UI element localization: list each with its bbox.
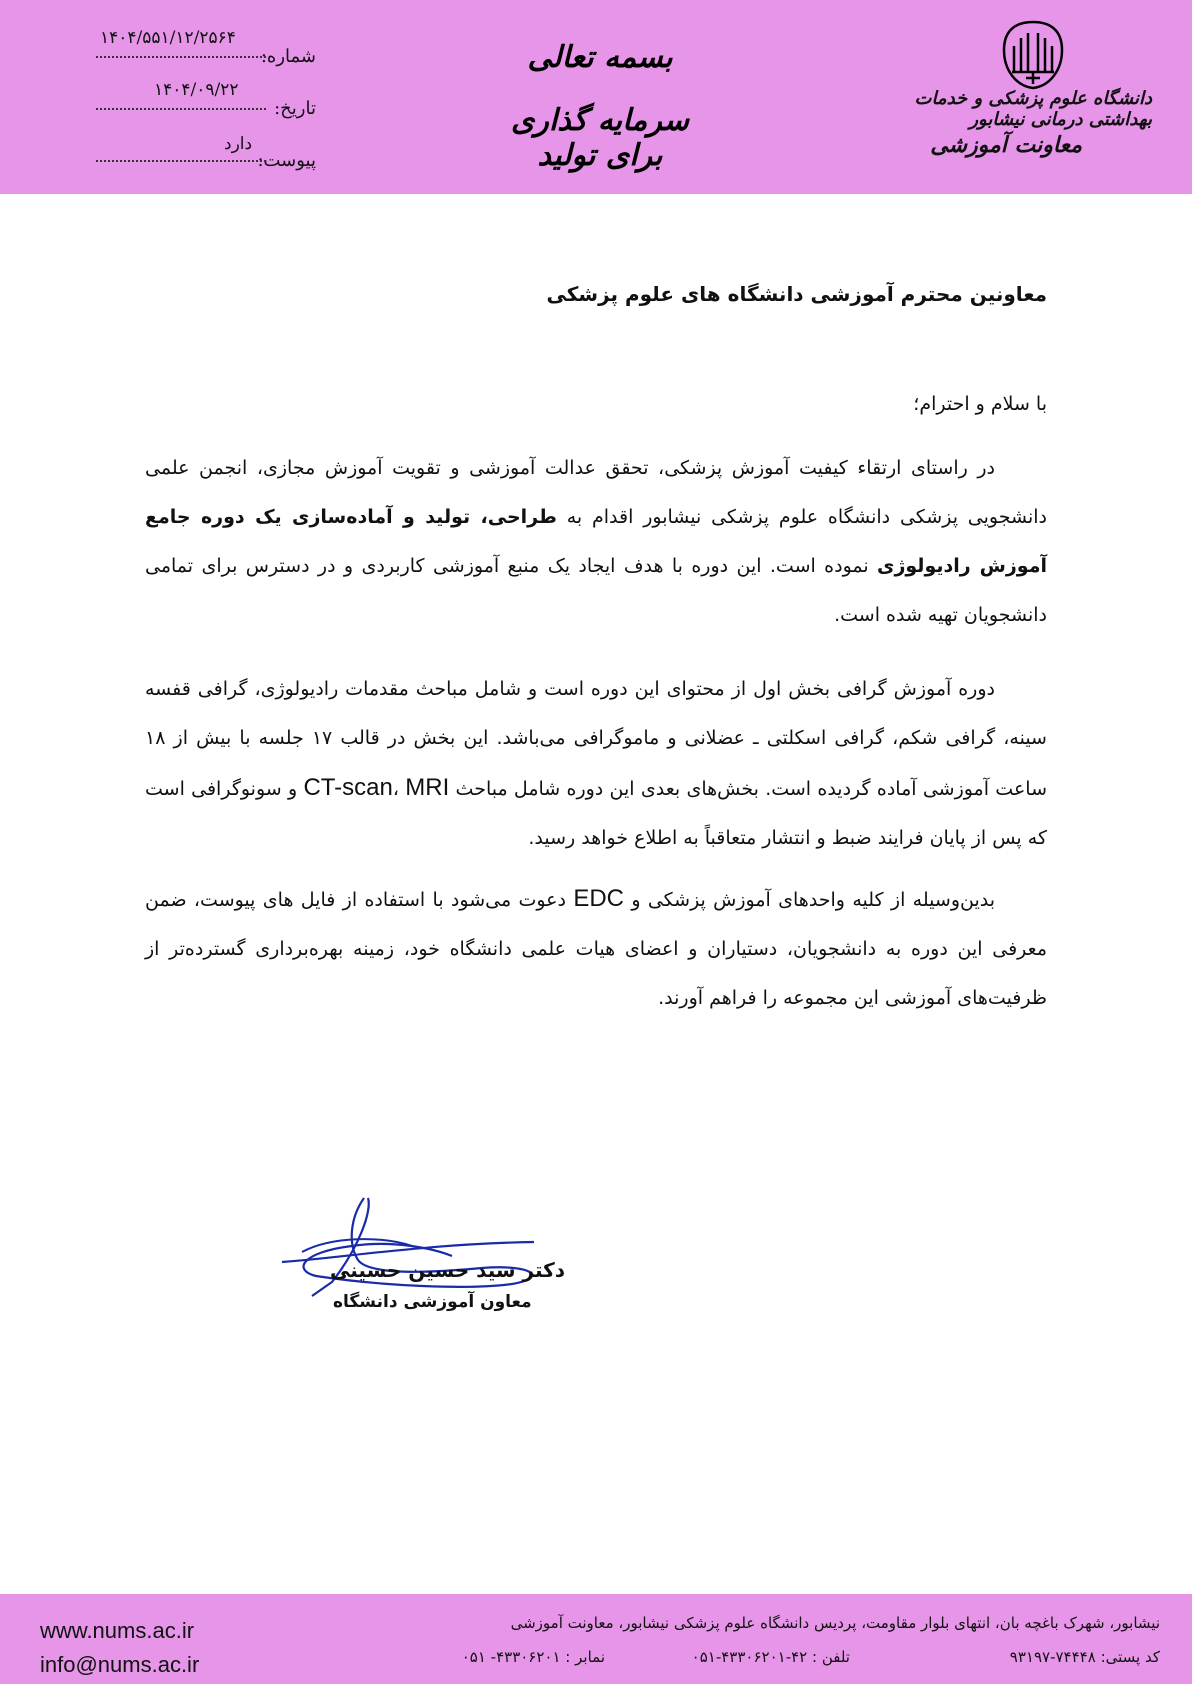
department-name: معاونت آموزشی [930,132,1082,158]
paragraph-1 [145,444,1047,640]
p2-ct-scan: CT-scan [303,774,393,801]
letter-metadata [96,26,326,182]
university-name: دانشگاه علوم پزشکی و خدمات بهداشتی درمانی نیشابور [914,88,1152,130]
footer-address: نیشابور، شهرک باغچه بان، انتهای بلوار مقاومت، پردیس دانشگاه علوم پزشکی نیشابور، معاونت آموزشی [510,1614,1160,1632]
p2-text-b: و سونوگرافی است که پس از پایان فرایند ضبط و انتشار متعاقباً به اطلاع خواهد رسید. [145,778,1047,849]
postal-code: کد پستی: ۷۴۴۴۸-۹۳۱۹۷ [1009,1648,1160,1666]
year-motto: سرمایه گذاری برای تولید [510,103,690,173]
letter-number-value: ۱۴۰۴/۵۵۱/۱۲/۲۵۶۴ [100,28,236,48]
letter-date-row [96,78,326,130]
handwritten-signature [272,1196,572,1300]
p2-mri: MRI [405,774,450,801]
phone-number: تلفن : ۴۲-۴۳۳۰۶۲۰۱-۰۵۱ [691,1648,850,1666]
header-calligraphy [480,40,720,173]
dotted-line [96,108,266,110]
bismillah-text: بسمه تعالی [527,40,673,75]
letter-number-row [96,26,326,78]
p1-text-a: در راستای ارتقاء کیفیت آموزش پزشکی، تحقق عدالت آموزشی و تقویت آموزش مجازی، انجمن علمی دانشجویی پزشکی دانشگاه علوم پزشکی نیشابور اقدام به [145,457,1047,528]
letter-greeting: با سلام و احترام؛ [913,393,1047,415]
p3-text-b: دعوت می‌شود با استفاده از فایل های پیوست، ضمن معرفی این دوره به دانشجویان، دستیاران و اعضای هیات علمی دانشگاه خود، زمینه بهره‌برداری گسترده‌تر از ظرفیت‌های آموزشی این مجموعه را فراهم آورند. [145,889,1047,1009]
letter-attachment-row [96,130,326,182]
letterhead-footer [0,1594,1192,1684]
p1-text-b: نموده است. این دوره با هدف ایجاد یک منبع آموزشی کاربردی و در دسترس برای تمامی دانشجویان تهیه شده است. [145,555,1047,626]
fax-number: نمابر : ۴۳۳۰۶۲۰۱- ۰۵۱ [461,1648,605,1666]
footer-web-contacts [40,1614,199,1682]
letter-recipient: معاونین محترم آموزشی دانشگاه های علوم پزشکی [546,282,1047,306]
letter-date-value: ۱۴۰۴/۰۹/۲۲ [154,80,239,100]
letter-attachment-label: پیوست: [257,150,316,171]
letter-date-label: تاریخ: [274,98,316,119]
letter-attachment-value: دارد [224,134,253,154]
p2-text-a: دوره آموزش گرافی بخش اول از محتوای این دوره است و شامل مباحث مقدمات رادیولوژی، گرافی قفسه سینه، گرافی شکم، گرافی اسکلتی ـ عضلانی و ماموگرافی می‌باشد. این بخش در قالب ۱۷ جلسه با بیش از ۱۸ ساعت آموزشی آماده گردیده است. بخش‌های بعدی این دوره شامل مباحث [145,678,1048,800]
signer-name: دکتر سید حسین حسینی [330,1258,566,1282]
university-logo-icon [1002,20,1064,90]
p3-edc: EDC [573,885,624,912]
letterhead-header [0,0,1192,194]
dotted-line [96,56,266,58]
university-branding [852,20,1152,170]
p2-separator: ، [392,778,406,800]
email-link[interactable]: info@nums.ac.ir [40,1652,200,1677]
signer-title: معاون آموزشی دانشگاه [333,1292,532,1312]
dotted-line [96,160,266,162]
letter-number-label: شماره: [260,46,316,67]
paragraph-3 [145,874,1047,1023]
p3-text-a: بدین‌وسیله از کلیه واحدهای آموزش پزشکی و [623,889,996,911]
p1-bold: طراحی، تولید و آماده‌سازی یک دوره جامع آموزش رادیولوژی [145,506,1047,577]
website-link[interactable]: www.nums.ac.ir [40,1618,195,1643]
paragraph-2 [145,665,1047,863]
